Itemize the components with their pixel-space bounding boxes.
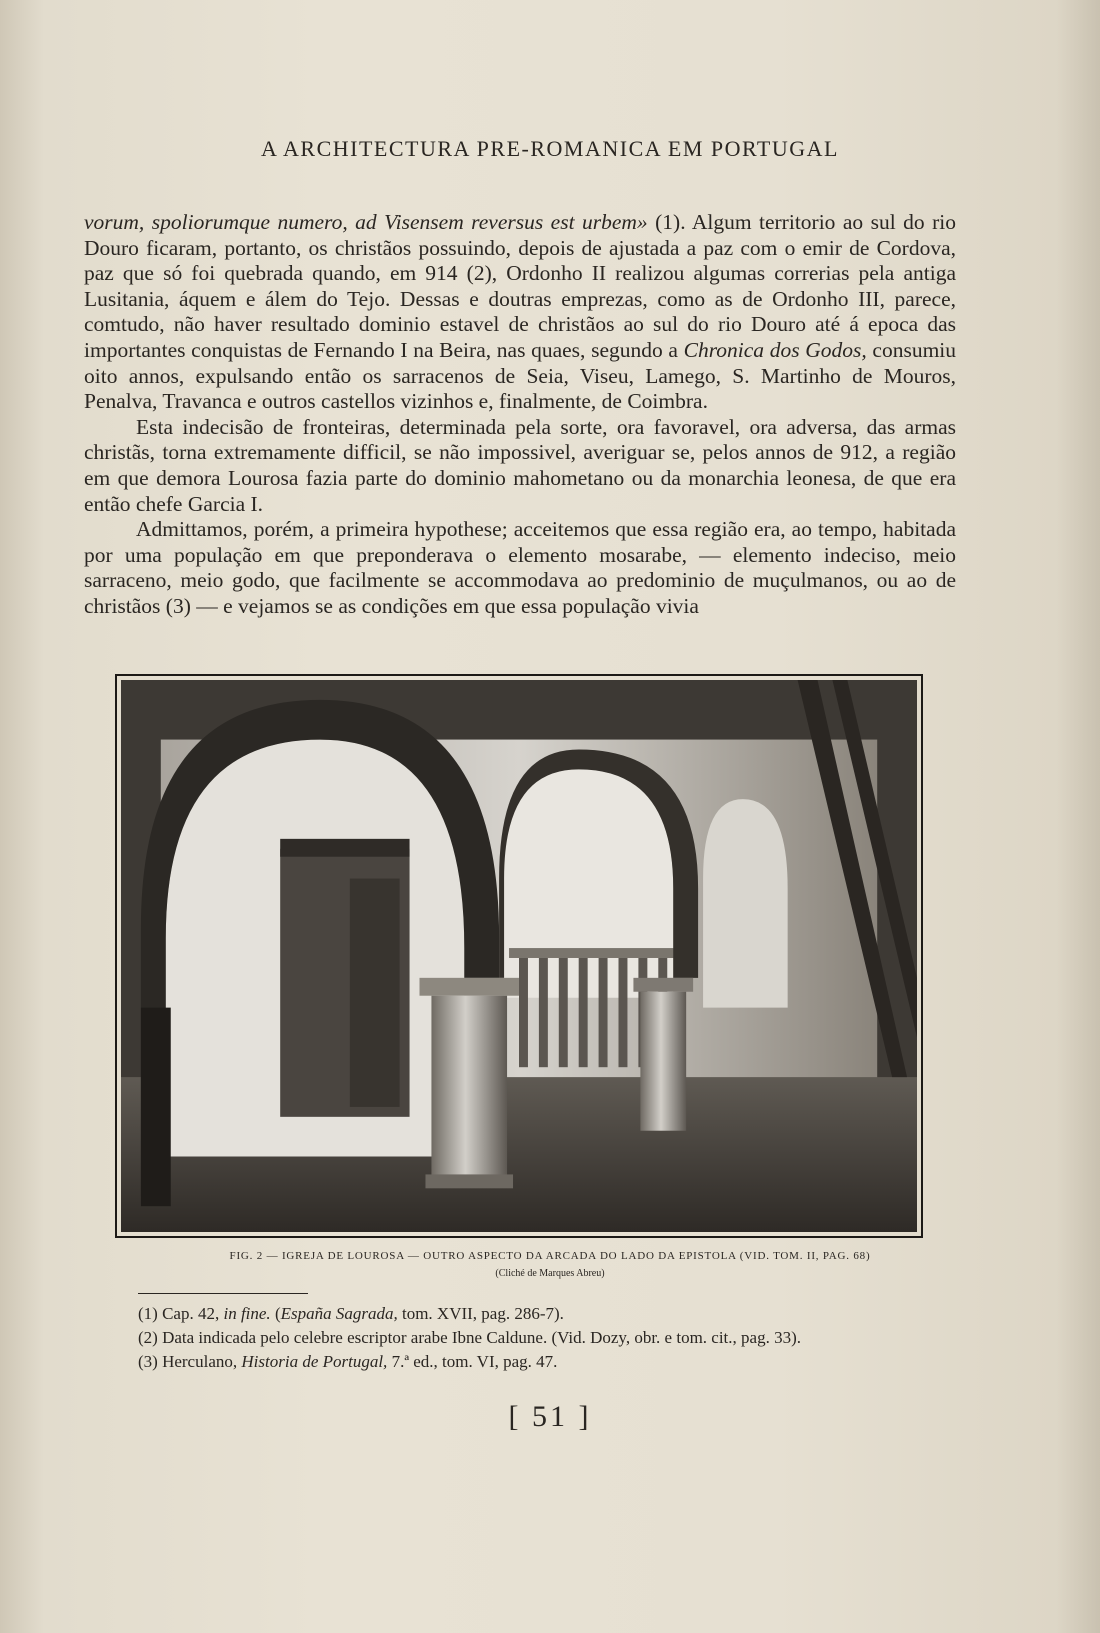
text-run: tom. XVII, pag. 286-7). [397, 1304, 564, 1323]
italic-text: Historia de Portugal, [241, 1352, 388, 1371]
footnote [138, 1350, 978, 1374]
text-run: Esta indecisão de fronteiras, determinada pela sorte, ora favoravel, ora adversa, das armas christãs, torna extremamente difficil, se não impossivel, averiguar se, pelos annos de 912, a região em que demora Lourosa fazia parte do dominio mahometano ou da monarchia leonesa, de que era então chefe Garcia I. [84, 414, 956, 516]
footnote [138, 1302, 978, 1326]
italic-text: vorum, spoliorumque numero, ad Visensem reversus est urbem» [84, 210, 648, 234]
text-run: Cap. 42, [157, 1304, 224, 1323]
text-run: Data indicada pelo celebre escriptor arabe Ibne Caldune. (Vid. Dozy, obr. e tom. cit., pag. 33). [157, 1328, 801, 1347]
paragraph [84, 210, 956, 415]
page-number: [ 51 ] [508, 1400, 592, 1433]
text-run: Herculano, [157, 1352, 242, 1371]
footnote-marker: (3) [138, 1352, 158, 1371]
italic-text: España Sagrada, [280, 1304, 398, 1323]
footnotes [138, 1302, 978, 1374]
footnote [138, 1326, 978, 1350]
body-text [84, 210, 956, 620]
footnote-marker: (1) [138, 1304, 158, 1323]
text-run: 7.ª ed., tom. VI, pag. 47. [387, 1352, 558, 1371]
figure-credit: (Cliché de Marques Abreu) [495, 1268, 605, 1279]
text-run: (1). Algum territorio ao sul do rio Douro ficaram, portanto, os christãos possuindo, depois de ajustada a paz com o emir de Cordova, paz que só foi quebrada quando, em 914 (2), Ordonho II realizou algumas correrias pela antiga Lusitania, áquem e álem do Tejo. Dessas e doutras emprezas, como as de Ordonho III, parece, comtudo, não haver resultado dominio estavel de christãos ao sul do rio Douro até á epoca das importantes conquistas de Fernando I na Beira, nas quaes, segundo a [84, 210, 956, 362]
paragraph [84, 517, 956, 619]
arcade-photo [121, 680, 917, 1232]
text-run: Admittamos, porém, a primeira hypothese; acceitemos que essa região era, ao tempo, habitada por uma população em que preponderava o elemento mosarabe, — elemento indeciso, meio sarraceno, meio godo, que facilmente se accommodava ao predominio de muçulmanos, ou ao de christãos (3) — e vejamos se as condições em que essa população vivia [84, 517, 956, 618]
footnote-rule [138, 1293, 308, 1294]
italic-text: Chronica dos Godos, [683, 337, 867, 362]
figure-photograph [115, 674, 923, 1238]
text-run: ( [270, 1304, 281, 1323]
italic-text: in fine. [223, 1304, 271, 1323]
footnote-marker: (2) [138, 1328, 158, 1347]
paragraph [84, 415, 956, 517]
running-head: A ARCHITECTURA PRE-ROMANICA EM PORTUGAL [261, 136, 839, 161]
figure-caption: FIG. 2 — IGREJA DE LOUROSA — OUTRO ASPECTO DA ARCADA DO LADO DA EPISTOLA (VID. TOM. II, PAG. 68) [229, 1250, 871, 1262]
text-run: consumiu oito annos, expulsando então os sarracenos de Seia, Viseu, Lamego, S. Martinho de Mouros, Penalva, Travanca e outros castellos vizinhos e, finalmente, de Coimbra. [84, 337, 957, 414]
